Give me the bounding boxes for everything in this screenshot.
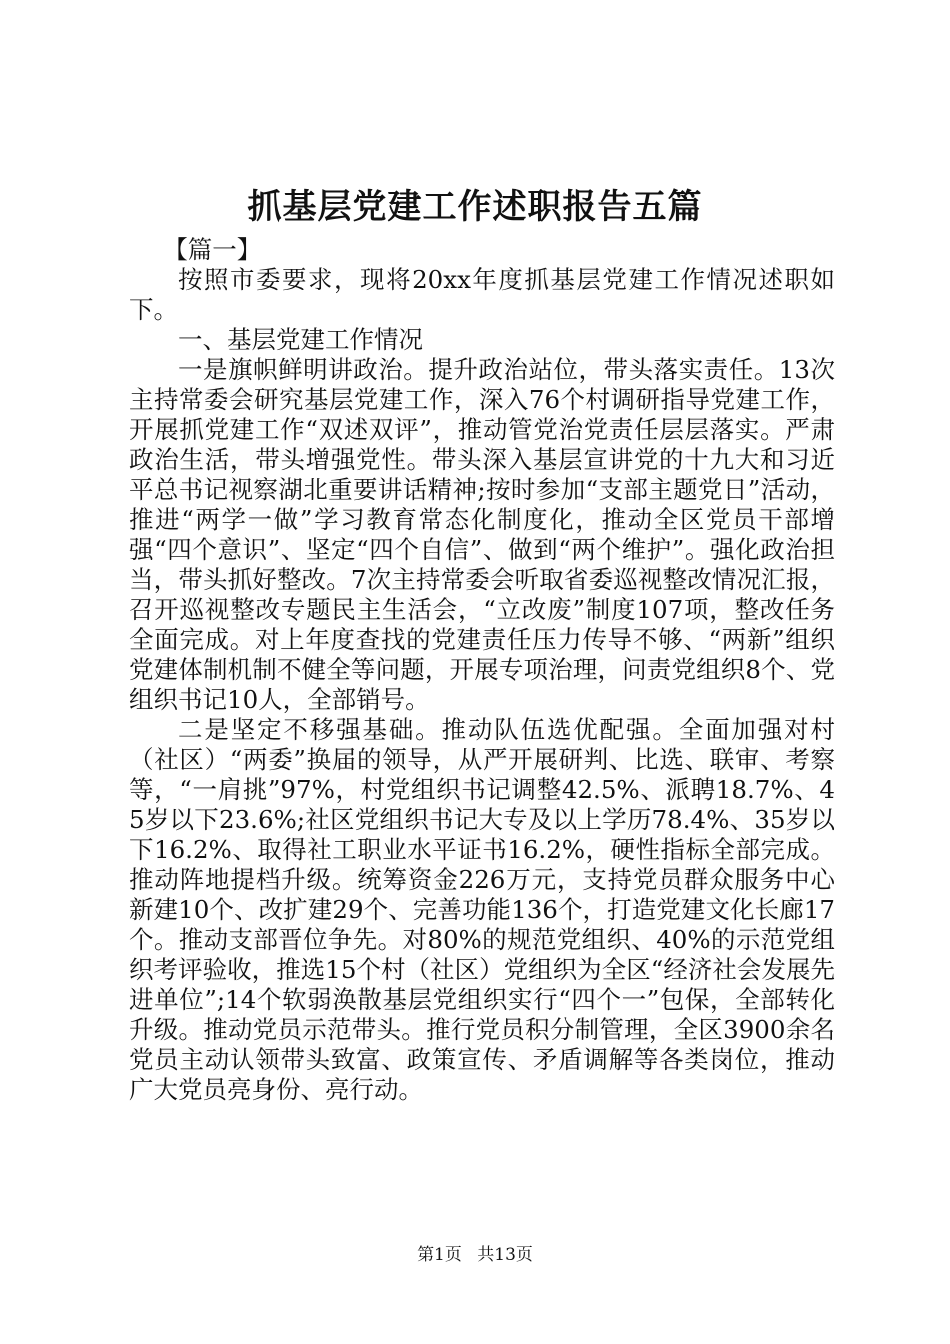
page-number: 第1页 — [417, 1245, 462, 1265]
paragraph-politics: 一是旗帜鲜明讲政治。提升政治站位，带头落实责任。13次主持常委会研究基层党建工作，深入76个村调研指导党建工作，开展抓党建工作“双述双评”，推动管党治党责任层层落实。严肃政治生活，带头增强党性。带头深入基层宣讲党的十九大和习近平总书记视察湖北重要讲话精神;按时参加“支部主题党日”活动，推进“两学一做”学习教育常态化制度化，推动全区党员干部增强“四个意识”、坚定“四个自信”、做到“两个维护”。强化政治担当，带头抓好整改。7次主持常委会听取省委巡视整改情况汇报，召开巡视整改专题民主生活会，“立改废”制度107项，整改任务全面完成。对上年度查找的党建责任压力传导不够、“两新”组织党建体制机制不健全等问题，开展专项治理，问责党组织8个、党组织书记10人，全部销号。 — [129, 355, 835, 714]
paragraph-intro: 按照市委要求，现将20xx年度抓基层党建工作情况述职如下。 — [129, 265, 835, 324]
section-heading: 一、基层党建工作情况 — [178, 325, 423, 354]
section-marker: 【篇一】 — [163, 235, 262, 264]
page-total: 共13页 — [477, 1245, 533, 1265]
document-body — [129, 235, 835, 1105]
page-footer — [0, 1243, 950, 1267]
paragraph-foundation: 二是坚定不移强基础。推动队伍选优配强。全面加强对村（社区）“两委”换届的领导，从严开展研判、比选、联审、考察等，“一肩挑”97%，村党组织书记调整42.5%、派聘18.7%、45岁以下23.6%;社区党组织书记大专及以上学历78.4%、35岁以下16.2%、取得社工职业水平证书16.2%，硬性指标全部完成。推动阵地提档升级。统筹资金226万元，支持党员群众服务中心新建10个、改扩建29个、完善功能136个，打造党建文化长廊17个。推动支部晋位争先。对80%的规范党组织、40%的示范党组织考评验收，推选15个村（社区）党组织为全区“经济社会发展先进单位”;14个软弱涣散基层党组织实行“四个一”包保，全部转化升级。推动党员示范带头。推行党员积分制管理，全区3900余名党员主动认领带头致富、政策宣传、矛盾调解等各类岗位，推动广大党员亮身份、亮行动。 — [129, 715, 835, 1104]
document-title: 抓基层党建工作述职报告五篇 — [247, 187, 703, 227]
